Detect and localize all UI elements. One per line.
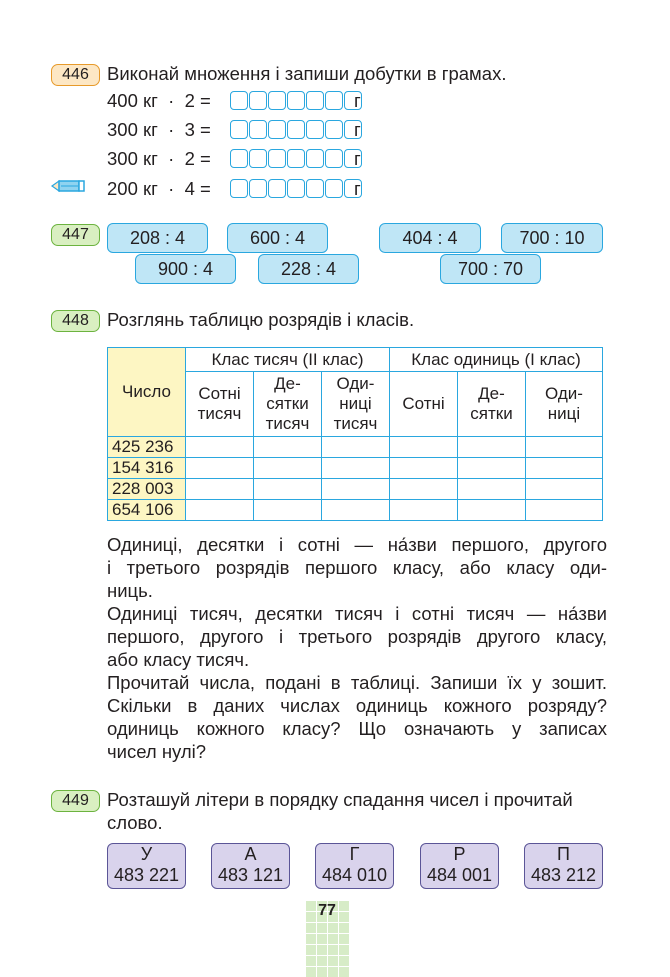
exercise-number-449: 449 [51, 790, 100, 812]
subheader-tens-thousands: Де- сятки тисяч [254, 372, 322, 437]
ex446-row-4-unit: г [354, 178, 361, 199]
card-letter: Р [453, 844, 466, 864]
paragraph-line: ниць. [107, 580, 153, 601]
paragraph-line: або класу тисяч. [107, 649, 250, 670]
ex446-row-1-unit: г [354, 90, 361, 111]
card-number: 483 121 [217, 865, 284, 885]
exercise-449-instruction-line-1: Розташуй літери в порядку спадання чисел і прочитай [107, 789, 573, 810]
ex446-row-2-answer-cells[interactable] [230, 120, 363, 140]
table-row [108, 458, 603, 479]
card-number: 483 212 [530, 865, 597, 885]
paragraph-line: Скільки в даних числах одиниць кожного розряду? [107, 695, 607, 716]
subheader-tens: Де- сятки [458, 372, 526, 437]
page-number: 77 [318, 902, 336, 919]
letter-card-a [211, 843, 290, 889]
paragraph-line: одиниць кожного класу? Що означають у записах [107, 718, 607, 739]
exercise-number-447: 447 [51, 224, 100, 246]
table-number-cell: 425 236 [108, 437, 186, 458]
card-number: 484 010 [321, 865, 388, 885]
ex446-row-1-expr: 400 кг · 2 = [107, 90, 211, 111]
pencil-icon [50, 178, 86, 194]
card-letter: А [244, 844, 257, 864]
exercise-number-446: 446 [51, 64, 100, 86]
ex446-row-4-expr: 200 кг · 4 = [107, 178, 211, 199]
subheader-units-thousands: Оди- ниці тисяч [322, 372, 390, 437]
exercise-number-448: 448 [51, 310, 100, 332]
exercise-449-instruction-line-2: слово. [107, 812, 163, 833]
paragraph-line: чисел нулі? [107, 741, 207, 762]
class-thousands-header: Клас тисяч (ІІ клас) [186, 348, 390, 372]
ex446-row-4-answer-cells[interactable] [230, 179, 363, 199]
card-number: 484 001 [426, 865, 493, 885]
card-letter: П [557, 844, 570, 864]
card-letter: Г [349, 844, 360, 864]
expression-pill: 900 : 4 [135, 254, 236, 284]
table-row [108, 500, 603, 521]
card-number: 483 221 [113, 865, 180, 885]
class-units-header: Клас одиниць (І клас) [390, 348, 603, 372]
table-row [108, 479, 603, 500]
subheader-units: Оди- ниці [526, 372, 603, 437]
letter-card-u [107, 843, 186, 889]
ex446-row-3-expr: 300 кг · 2 = [107, 148, 211, 169]
expression-pill: 228 : 4 [258, 254, 359, 284]
table-number-cell: 154 316 [108, 458, 186, 479]
number-column-header: Число [108, 348, 186, 437]
letter-card-h [315, 843, 394, 889]
expression-pill: 208 : 4 [107, 223, 208, 253]
exercise-446-instruction: Виконай множення і запиши добутки в грамах. [107, 63, 507, 84]
card-letter: У [140, 844, 153, 864]
expression-pill: 600 : 4 [227, 223, 328, 253]
exercise-448-instruction: Розглянь таблицю розрядів і класів. [107, 309, 415, 330]
subheader-hundreds-thousands: Сотні тисяч [186, 372, 254, 437]
paragraph-line: Одиниці, десятки і сотні — на́зви першого, другого [107, 534, 607, 555]
paragraph-line: і третього розрядів першого класу, або класу оди- [107, 557, 607, 578]
ex448-paragraphs [107, 533, 607, 763]
table-number-cell: 228 003 [108, 479, 186, 500]
ex446-row-2-expr: 300 кг · 3 = [107, 119, 211, 140]
ex446-row-3-answer-cells[interactable] [230, 149, 363, 169]
table-number-cell: 654 106 [108, 500, 186, 521]
ex446-row-2-unit: г [354, 119, 361, 140]
ex446-row-3-unit: г [354, 148, 361, 169]
subheader-hundreds: Сотні [390, 372, 458, 437]
expression-pill: 700 : 70 [440, 254, 541, 284]
place-value-table [107, 347, 603, 521]
paragraph-line: першого, другого і третього розрядів другого класу, [107, 626, 607, 647]
paragraph-line: Прочитай числа, подані в таблиці. Запиши їх у зошит. [107, 672, 607, 693]
letter-card-p [524, 843, 603, 889]
paragraph-line: Одиниці тисяч, десятки тисяч і сотні тисяч — на́зви [107, 603, 607, 624]
expression-pill: 700 : 10 [501, 223, 603, 253]
ex446-row-1-answer-cells[interactable] [230, 91, 363, 111]
letter-card-r [420, 843, 499, 889]
expression-pill: 404 : 4 [379, 223, 481, 253]
table-row [108, 437, 603, 458]
